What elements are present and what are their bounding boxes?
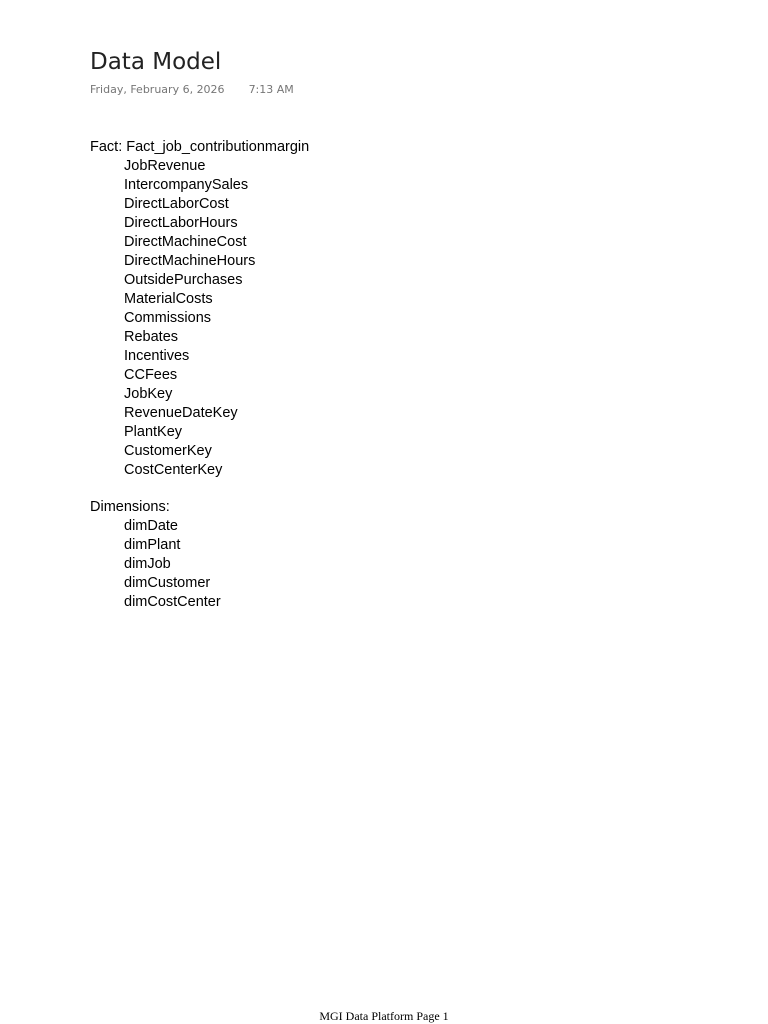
fact-field: DirectLaborHours: [124, 215, 238, 231]
fact-field: MaterialCosts: [124, 291, 213, 307]
section-spacer: [90, 480, 710, 498]
fact-field: JobRevenue: [124, 158, 206, 174]
dimensions-heading: Dimensions:: [90, 499, 170, 515]
page-meta: [90, 82, 294, 98]
dimension-item: dimCustomer: [124, 575, 211, 591]
fact-field: DirectLaborCost: [124, 196, 229, 212]
fact-field: OutsidePurchases: [124, 272, 243, 288]
dimension-item: dimPlant: [124, 537, 181, 553]
dimension-item: dimCostCenter: [124, 594, 221, 610]
fact-field: JobKey: [124, 386, 173, 402]
page-date: Friday, February 6, 2026: [90, 83, 225, 96]
fact-field: IntercompanySales: [124, 177, 249, 193]
page-time: 7:13 AM: [248, 83, 294, 96]
fact-field: CCFees: [124, 367, 178, 383]
note-content: [90, 138, 710, 612]
fact-field: Commissions: [124, 310, 212, 326]
fact-field: Incentives: [124, 348, 190, 364]
fact-field: DirectMachineHours: [124, 253, 256, 269]
fact-field: RevenueDateKey: [124, 405, 238, 421]
fact-field-list: [90, 157, 710, 480]
dimensions-list: [90, 517, 710, 612]
fact-field: CustomerKey: [124, 443, 212, 459]
fact-heading: Fact: Fact_job_contributionmargin: [90, 139, 310, 155]
dimension-item: dimDate: [124, 518, 178, 534]
dimension-item: dimJob: [124, 556, 171, 572]
fact-field: CostCenterKey: [124, 462, 223, 478]
fact-field: Rebates: [124, 329, 179, 345]
fact-field: DirectMachineCost: [124, 234, 247, 250]
page-title: Data Model: [90, 49, 222, 75]
fact-field: PlantKey: [124, 424, 183, 440]
page-footer: MGI Data Platform Page 1: [319, 1009, 449, 1023]
